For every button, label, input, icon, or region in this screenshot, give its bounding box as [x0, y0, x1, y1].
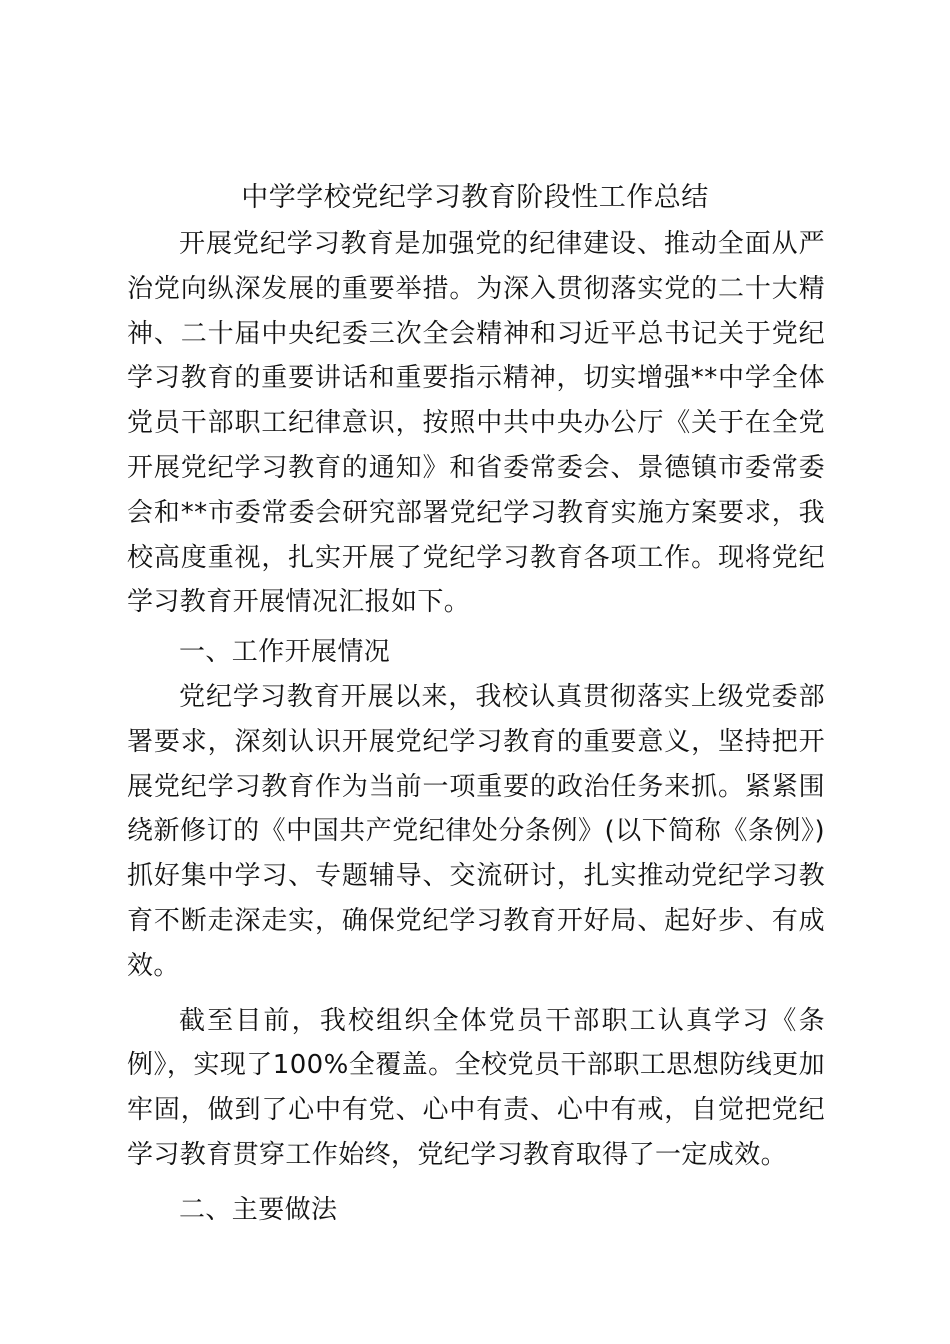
- intro-paragraph: 开展党纪学习教育是加强党的纪律建设、推动全面从严治党向纵深发展的重要举措。为深入贯彻落实党的二十大精神、二十届中央纪委三次全会精神和习近平总书记关于党纪学习教育的重要讲话和重要指示精神，切实增强**中学全体党员干部职工纪律意识，按照中共中央办公厅《关于在全党开展党纪学习教育的通知》和省委常委会、景德镇市委常委会和**市委常委会研究部署党纪学习教育实施方案要求，我校高度重视，扎实开展了党纪学习教育各项工作。现将党纪学习教育开展情况汇报如下。: [127, 229, 825, 618]
- section-heading-main-practices: 二、主要做法: [179, 1194, 338, 1225]
- section1-paragraph-2: 截至目前，我校组织全体党员干部职工认真学习《条例》，实现了100%全覆盖。全校党员干部职工思想防线更加牢固，做到了心中有党、心中有责、心中有戒，自觉把党纪学习教育贯穿工作始终，党纪学习教育取得了一定成效。: [127, 1005, 825, 1170]
- section-heading-work-progress: 一、工作开展情况: [179, 637, 391, 668]
- section1-paragraph-1: 党纪学习教育开展以来，我校认真贯彻落实上级党委部署要求，深刻认识开展党纪学习教育的重要意义，坚持把开展党纪学习教育作为当前一项重要的政治任务来抓。紧紧围绕新修订的《中国共产党纪律处分条例》(以下简称《条例》)抓好集中学习、专题辅导、交流研讨，扎实推动党纪学习教育不断走深走实，确保党纪学习教育开好局、起好步、有成效。: [127, 681, 825, 981]
- document-body: [127, 222, 825, 1233]
- document-title: 中学学校党纪学习教育阶段性工作总结: [241, 182, 709, 213]
